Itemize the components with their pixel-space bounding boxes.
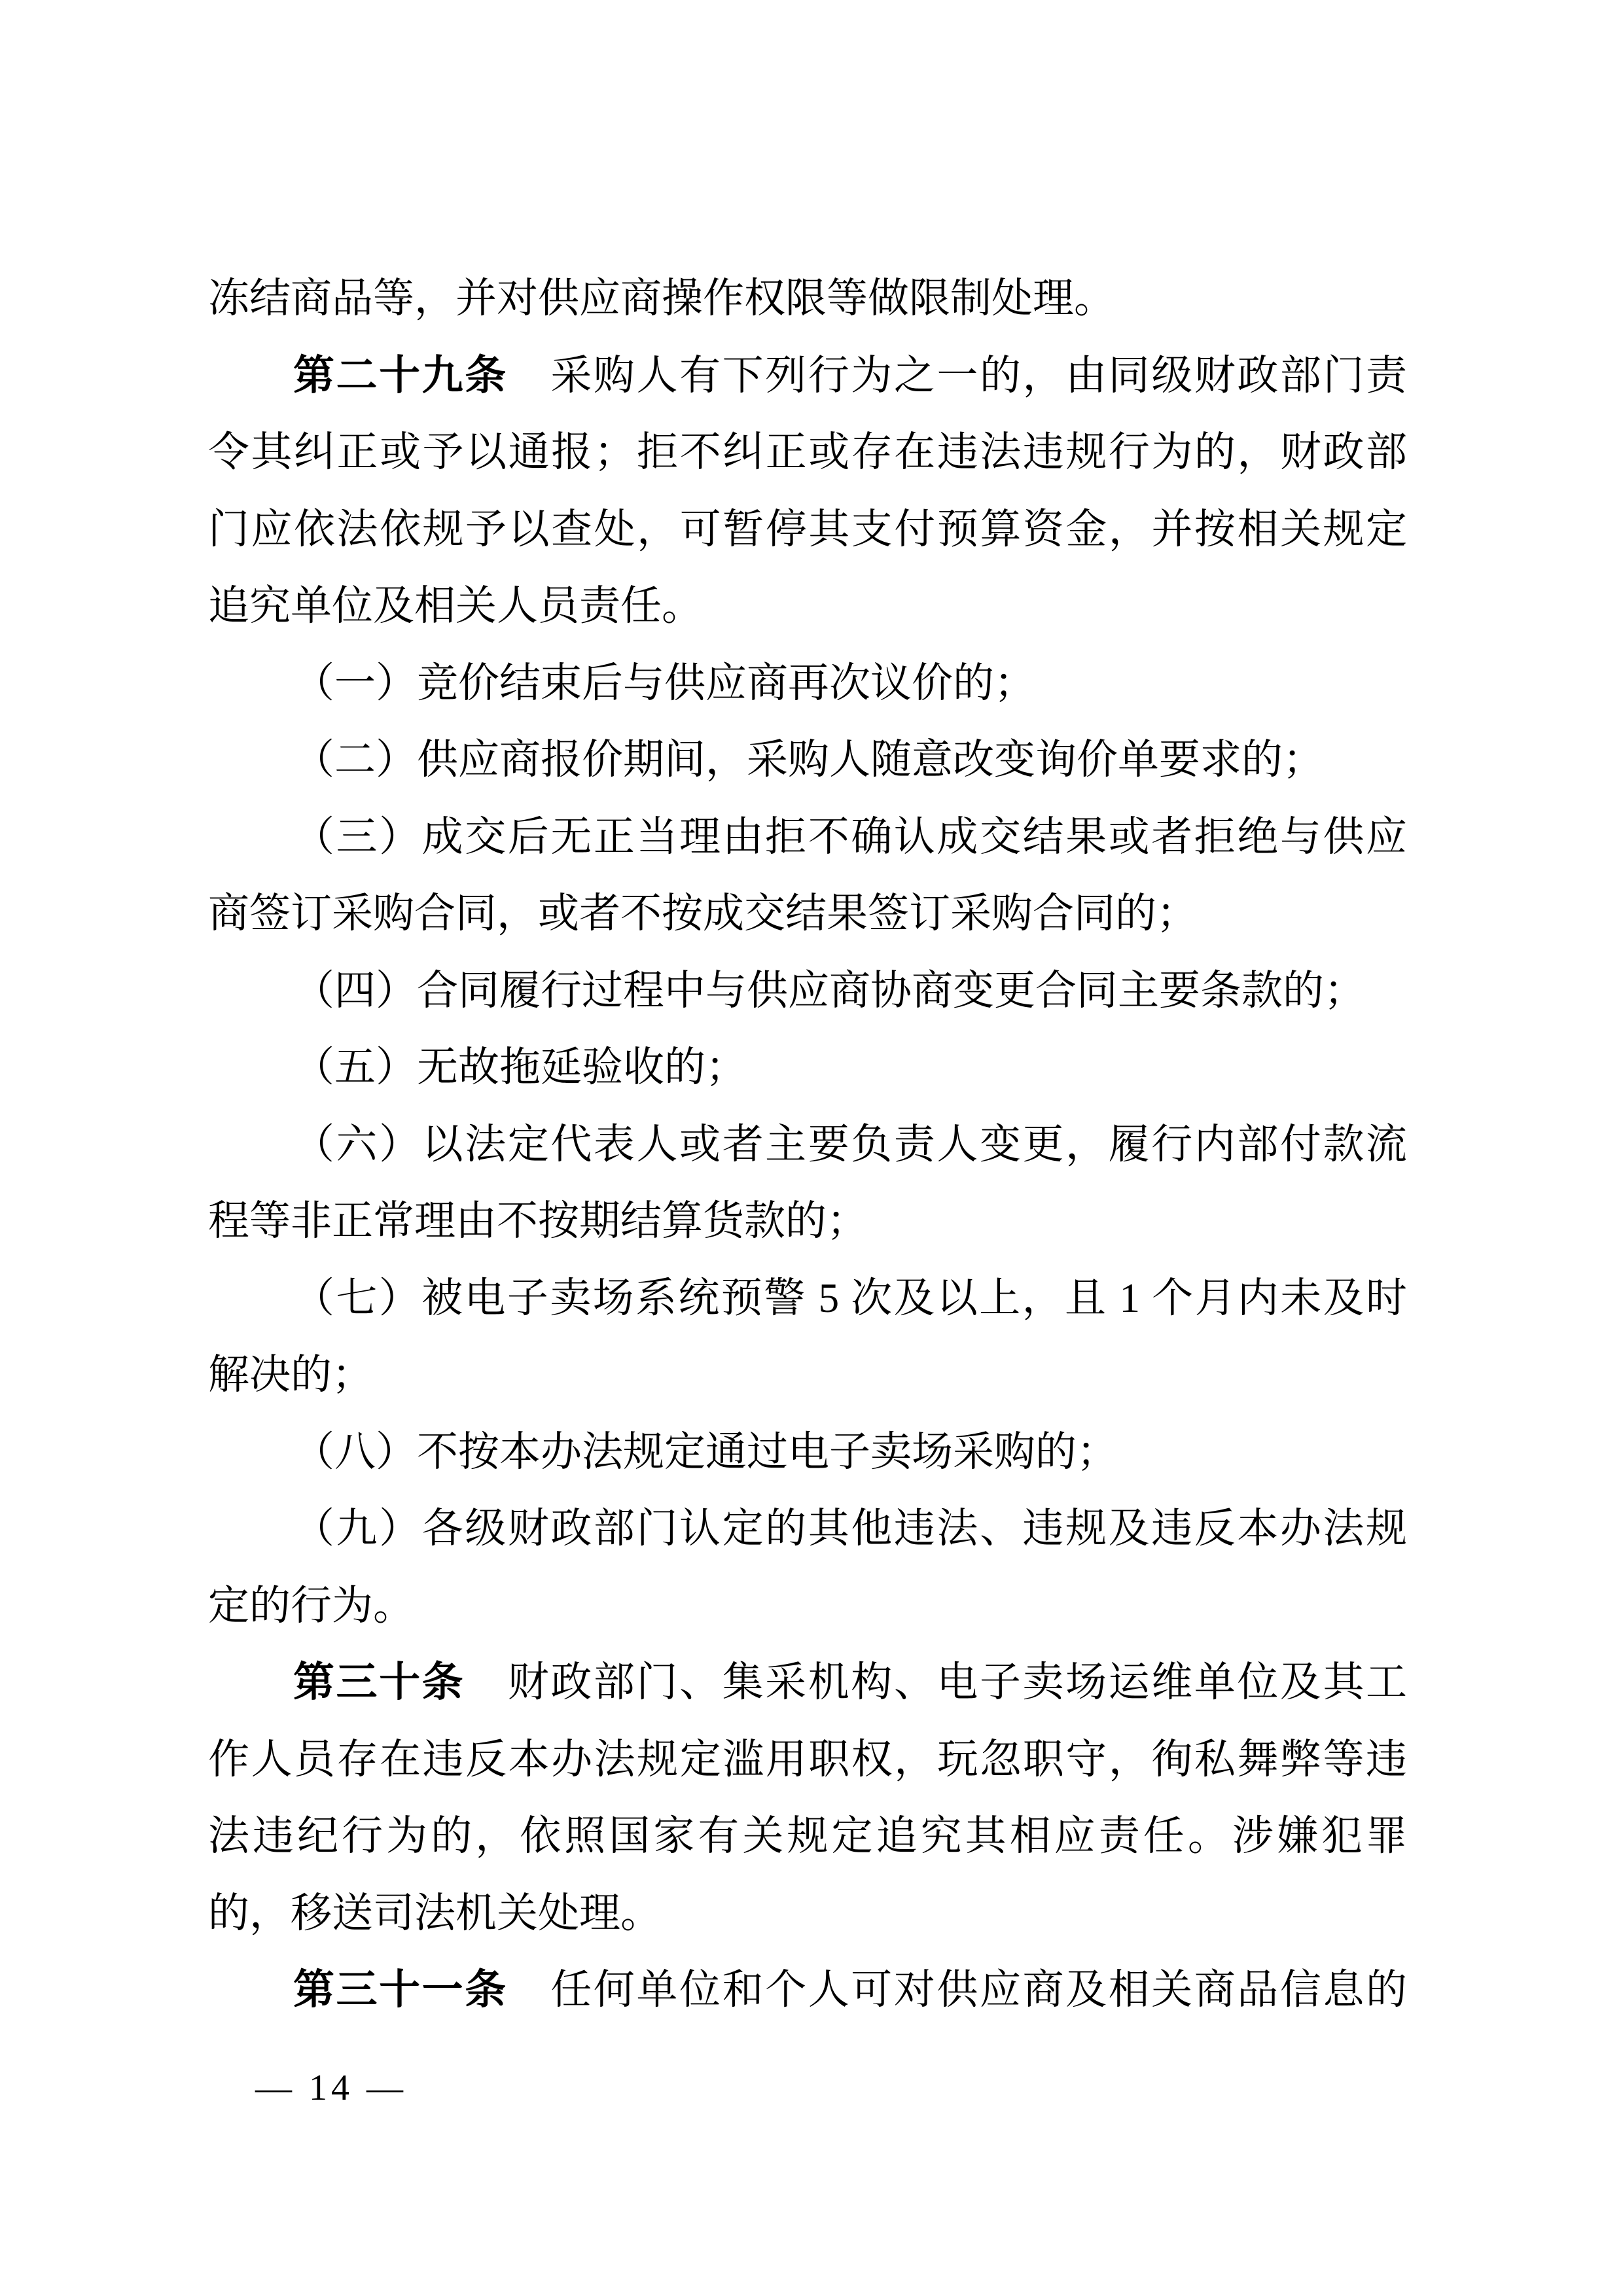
line-text: 令其纠正或予以通报；拒不纠正或存在违法违规行为的，财政部 xyxy=(208,429,1407,475)
text-line xyxy=(208,1414,1407,1491)
line-text: 任何单位和个人可对供应商及相关商品信息的 xyxy=(507,1967,1408,2013)
text-line xyxy=(208,1183,1407,1260)
article-heading: 第二十九条 xyxy=(293,352,508,398)
text-line xyxy=(208,338,1407,415)
text-line xyxy=(208,491,1407,569)
article-heading: 第三十条 xyxy=(293,1659,465,1705)
line-text: （九）各级财政部门认定的其他违法、违规及违反本办法规 xyxy=(293,1506,1407,1551)
text-line xyxy=(208,1875,1407,1952)
line-text: 解决的； xyxy=(208,1352,373,1398)
text-line xyxy=(208,414,1407,491)
line-text: 作人员存在违反本办法规定滥用职权，玩忽职守，徇私舞弊等违 xyxy=(208,1736,1407,1782)
text-line xyxy=(208,1644,1407,1722)
text-line xyxy=(208,953,1407,1030)
text-line xyxy=(208,260,1407,338)
line-text: 采购人有下列行为之一的，由同级财政部门责 xyxy=(507,352,1408,398)
line-text: （二）供应商报价期间，采购人随意改变询价单要求的； xyxy=(293,737,1324,783)
line-text: （五）无故拖延验收的； xyxy=(293,1044,747,1090)
text-line xyxy=(208,1337,1407,1414)
line-text: 程等非正常理由不按期结算货款的； xyxy=(208,1198,868,1244)
line-text: （六）以法定代表人或者主要负责人变更，履行内部付款流 xyxy=(293,1121,1407,1167)
text-line xyxy=(208,799,1407,876)
text-line xyxy=(208,568,1407,645)
line-text: （八）不按本办法规定通过电子卖场采购的； xyxy=(293,1428,1118,1475)
text-line xyxy=(208,1491,1407,1568)
line-text: （七）被电子卖场系统预警 5 次及以上，且 1 个月内未及时 xyxy=(293,1275,1407,1321)
line-text: 冻结商品等，并对供应商操作权限等做限制处理。 xyxy=(208,275,1115,321)
text-line xyxy=(208,722,1407,799)
line-text: 商签订采购合同，或者不按成交结果签订采购合同的； xyxy=(208,891,1198,936)
line-text: 的，移送司法机关处理。 xyxy=(208,1890,662,1936)
article-heading: 第三十一条 xyxy=(293,1967,508,2013)
text-line xyxy=(208,1722,1407,1799)
line-text: 定的行为。 xyxy=(208,1582,414,1629)
line-text: 财政部门、集采机构、电子卖场运维单位及其工 xyxy=(465,1659,1408,1705)
line-text: 门应依法依规予以查处，可暂停其支付预算资金，并按相关规定 xyxy=(208,506,1407,552)
text-line xyxy=(208,645,1407,722)
line-text: （一）竞价结束后与供应商再次议价的； xyxy=(293,660,1035,706)
text-line xyxy=(208,1798,1407,1875)
text-line xyxy=(208,875,1407,953)
line-text: 追究单位及相关人员责任。 xyxy=(208,583,703,629)
line-text: （三）成交后无正当理由拒不确认成交结果或者拒绝与供应 xyxy=(293,813,1407,860)
text-line xyxy=(208,1029,1407,1106)
text-line xyxy=(208,1106,1407,1184)
document-body xyxy=(208,260,1407,2029)
text-line xyxy=(208,1568,1407,1645)
text-line xyxy=(208,1260,1407,1337)
line-text: 法违纪行为的，依照国家有关规定追究其相应责任。涉嫌犯罪 xyxy=(208,1813,1407,1859)
line-text: （四）合同履行过程中与供应商协商变更合同主要条款的； xyxy=(293,967,1365,1014)
page-number: — 14 — xyxy=(255,2068,407,2108)
text-line xyxy=(208,1952,1407,2029)
